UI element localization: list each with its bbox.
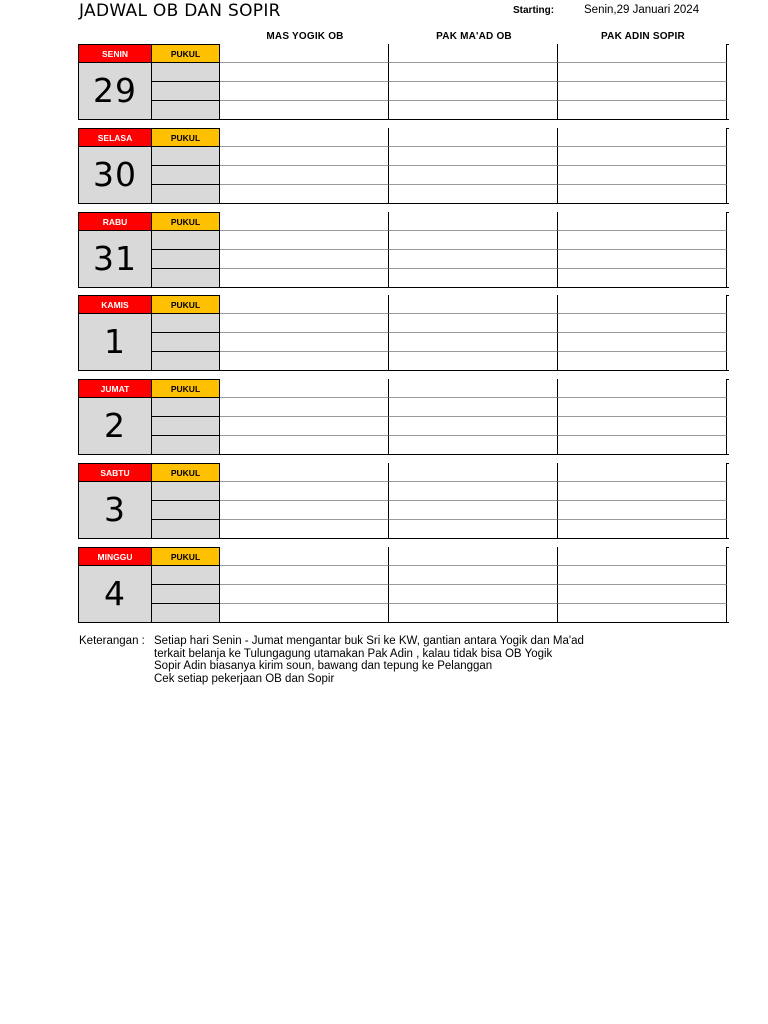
schedule-cell[interactable] — [220, 520, 389, 539]
day-date: 4 — [78, 566, 152, 623]
pukul-time-cell[interactable] — [152, 585, 220, 604]
pukul-header: PUKUL — [152, 463, 220, 482]
schedule-cell[interactable] — [558, 520, 727, 539]
schedule-cell[interactable] — [220, 128, 389, 147]
pukul-time-cell[interactable] — [152, 185, 220, 204]
pukul-time-cell[interactable] — [152, 231, 220, 250]
schedule-cell[interactable] — [389, 147, 558, 166]
schedule-cell[interactable] — [558, 231, 727, 250]
schedule-cell[interactable] — [220, 314, 389, 333]
page-title: JADWAL OB DAN SOPIR — [79, 1, 281, 21]
schedule-cell[interactable] — [558, 501, 727, 520]
schedule-cell[interactable] — [389, 63, 558, 82]
schedule-cell[interactable] — [220, 212, 389, 231]
schedule-cell[interactable] — [389, 604, 558, 623]
schedule-cell[interactable] — [389, 212, 558, 231]
schedule-cell[interactable] — [558, 185, 727, 204]
day-block-jumat — [78, 379, 729, 455]
keterangan-label: Keterangan : — [79, 635, 145, 647]
day-date: 30 — [78, 147, 152, 204]
schedule-cell[interactable] — [220, 463, 389, 482]
schedule-cell[interactable] — [389, 166, 558, 185]
day-block-rabu — [78, 212, 729, 288]
schedule-cell[interactable] — [558, 547, 727, 566]
schedule-cell[interactable] — [389, 44, 558, 63]
starting-label: Starting: — [513, 5, 555, 16]
schedule-cell[interactable] — [558, 250, 727, 269]
day-block-minggu — [78, 547, 729, 623]
pukul-time-cell[interactable] — [152, 482, 220, 501]
day-date: 31 — [78, 231, 152, 288]
schedule-cell[interactable] — [220, 185, 389, 204]
schedule-cell[interactable] — [558, 333, 727, 352]
day-date: 3 — [78, 482, 152, 539]
schedule-cell[interactable] — [389, 417, 558, 436]
column-header-maad: PAK MA'AD OB — [436, 31, 512, 42]
schedule-cell[interactable] — [220, 417, 389, 436]
keterangan-lines — [154, 635, 584, 685]
schedule-cell[interactable] — [558, 128, 727, 147]
schedule-cell[interactable] — [558, 314, 727, 333]
pukul-time-cell[interactable] — [152, 101, 220, 120]
schedule-cell[interactable] — [220, 82, 389, 101]
schedule-cell[interactable] — [558, 482, 727, 501]
schedule-cell[interactable] — [220, 379, 389, 398]
schedule-cell[interactable] — [220, 44, 389, 63]
day-block-sabtu — [78, 463, 729, 539]
schedule-cell[interactable] — [220, 333, 389, 352]
pukul-time-cell[interactable] — [152, 417, 220, 436]
day-name: RABU — [78, 212, 152, 231]
schedule-cell[interactable] — [389, 547, 558, 566]
schedule-cell[interactable] — [558, 352, 727, 371]
schedule-cell[interactable] — [558, 585, 727, 604]
pukul-header: PUKUL — [152, 379, 220, 398]
schedule-cell[interactable] — [220, 231, 389, 250]
schedule-cell[interactable] — [389, 295, 558, 314]
schedule-cell[interactable] — [389, 585, 558, 604]
schedule-cell[interactable] — [389, 101, 558, 120]
pukul-header: PUKUL — [152, 128, 220, 147]
pukul-time-cell[interactable] — [152, 147, 220, 166]
schedule-cell[interactable] — [220, 63, 389, 82]
schedule-cell[interactable] — [389, 250, 558, 269]
grid-bottom-border — [220, 622, 729, 623]
pukul-time-cell[interactable] — [152, 520, 220, 539]
day-date: 29 — [78, 63, 152, 120]
schedule-cell[interactable] — [558, 566, 727, 585]
schedule-cell[interactable] — [558, 101, 727, 120]
schedule-cell[interactable] — [558, 44, 727, 63]
day-name: SENIN — [78, 44, 152, 63]
pukul-header: PUKUL — [152, 212, 220, 231]
keterangan-line: Setiap hari Senin - Jumat mengantar buk Sri ke KW, gantian antara Yogik dan Ma'ad — [154, 635, 584, 647]
schedule-cell[interactable] — [220, 566, 389, 585]
schedule-cell[interactable] — [389, 566, 558, 585]
schedule-cell[interactable] — [558, 82, 727, 101]
schedule-cell[interactable] — [389, 501, 558, 520]
pukul-header: PUKUL — [152, 547, 220, 566]
schedule-cell[interactable] — [389, 269, 558, 288]
schedule-cell[interactable] — [558, 63, 727, 82]
pukul-time-cell[interactable] — [152, 398, 220, 417]
pukul-header: PUKUL — [152, 44, 220, 63]
schedule-cell[interactable] — [389, 82, 558, 101]
schedule-cell[interactable] — [220, 352, 389, 371]
day-block-senin — [78, 44, 729, 120]
pukul-time-cell[interactable] — [152, 269, 220, 288]
day-date: 1 — [78, 314, 152, 371]
schedule-cell[interactable] — [558, 398, 727, 417]
schedule-cell[interactable] — [389, 231, 558, 250]
schedule-cell[interactable] — [220, 398, 389, 417]
schedule-cell[interactable] — [558, 604, 727, 623]
day-name: KAMIS — [78, 295, 152, 314]
schedule-cell[interactable] — [220, 585, 389, 604]
schedule-cell[interactable] — [220, 501, 389, 520]
pukul-time-cell[interactable] — [152, 566, 220, 585]
schedule-cell[interactable] — [220, 436, 389, 455]
day-block-selasa — [78, 128, 729, 204]
day-date: 2 — [78, 398, 152, 455]
schedule-cell[interactable] — [220, 101, 389, 120]
schedule-cell[interactable] — [389, 520, 558, 539]
grid-bottom-border — [220, 203, 729, 204]
schedule-cell[interactable] — [389, 436, 558, 455]
schedule-cell[interactable] — [220, 604, 389, 623]
day-name: SELASA — [78, 128, 152, 147]
grid-bottom-border — [220, 538, 729, 539]
schedule-cell[interactable] — [558, 379, 727, 398]
schedule-cell[interactable] — [389, 482, 558, 501]
schedule-cell[interactable] — [220, 166, 389, 185]
schedule-cell[interactable] — [389, 333, 558, 352]
grid-bottom-border — [220, 370, 729, 371]
schedule-cell[interactable] — [389, 398, 558, 417]
pukul-time-cell[interactable] — [152, 82, 220, 101]
column-header-yogik: MAS YOGIK OB — [266, 31, 344, 42]
pukul-time-cell[interactable] — [152, 63, 220, 82]
pukul-time-cell[interactable] — [152, 501, 220, 520]
column-header-adin: PAK ADIN SOPIR — [601, 31, 685, 42]
grid-bottom-border — [220, 287, 729, 288]
schedule-cell[interactable] — [558, 417, 727, 436]
schedule-cell[interactable] — [558, 269, 727, 288]
schedule-cell[interactable] — [558, 436, 727, 455]
schedule-cell[interactable] — [558, 463, 727, 482]
schedule-cell[interactable] — [220, 482, 389, 501]
grid-bottom-border — [220, 454, 729, 455]
starting-date: Senin,29 Januari 2024 — [584, 4, 700, 16]
pukul-time-cell[interactable] — [152, 352, 220, 371]
schedule-cell[interactable] — [558, 166, 727, 185]
day-name: MINGGU — [78, 547, 152, 566]
schedule-cell[interactable] — [220, 547, 389, 566]
schedule-cell[interactable] — [389, 128, 558, 147]
schedule-cell[interactable] — [220, 250, 389, 269]
day-name: JUMAT — [78, 379, 152, 398]
pukul-time-cell[interactable] — [152, 250, 220, 269]
schedule-cell[interactable] — [389, 379, 558, 398]
pukul-time-cell[interactable] — [152, 604, 220, 623]
keterangan-line: terkait belanja ke Tulungagung utamakan Pak Adin , kalau tidak bisa OB Yogik — [154, 647, 553, 660]
schedule-cell[interactable] — [220, 147, 389, 166]
day-name: SABTU — [78, 463, 152, 482]
schedule-cell[interactable] — [220, 295, 389, 314]
pukul-time-cell[interactable] — [152, 314, 220, 333]
schedule-cell[interactable] — [389, 314, 558, 333]
day-block-kamis — [78, 295, 729, 371]
schedule-cell[interactable] — [220, 269, 389, 288]
schedule-cell[interactable] — [558, 295, 727, 314]
schedule-cell[interactable] — [389, 352, 558, 371]
pukul-time-cell[interactable] — [152, 166, 220, 185]
schedule-cell[interactable] — [389, 185, 558, 204]
schedule-cell[interactable] — [389, 463, 558, 482]
pukul-header: PUKUL — [152, 295, 220, 314]
pukul-time-cell[interactable] — [152, 333, 220, 352]
schedule-cell[interactable] — [558, 212, 727, 231]
pukul-time-cell[interactable] — [152, 436, 220, 455]
schedule-cell[interactable] — [558, 147, 727, 166]
grid-bottom-border — [220, 119, 729, 120]
keterangan-line: Cek setiap pekerjaan OB dan Sopir — [154, 672, 335, 685]
keterangan-line: Sopir Adin biasanya kirim soun, bawang dan tepung ke Pelanggan — [154, 660, 493, 672]
